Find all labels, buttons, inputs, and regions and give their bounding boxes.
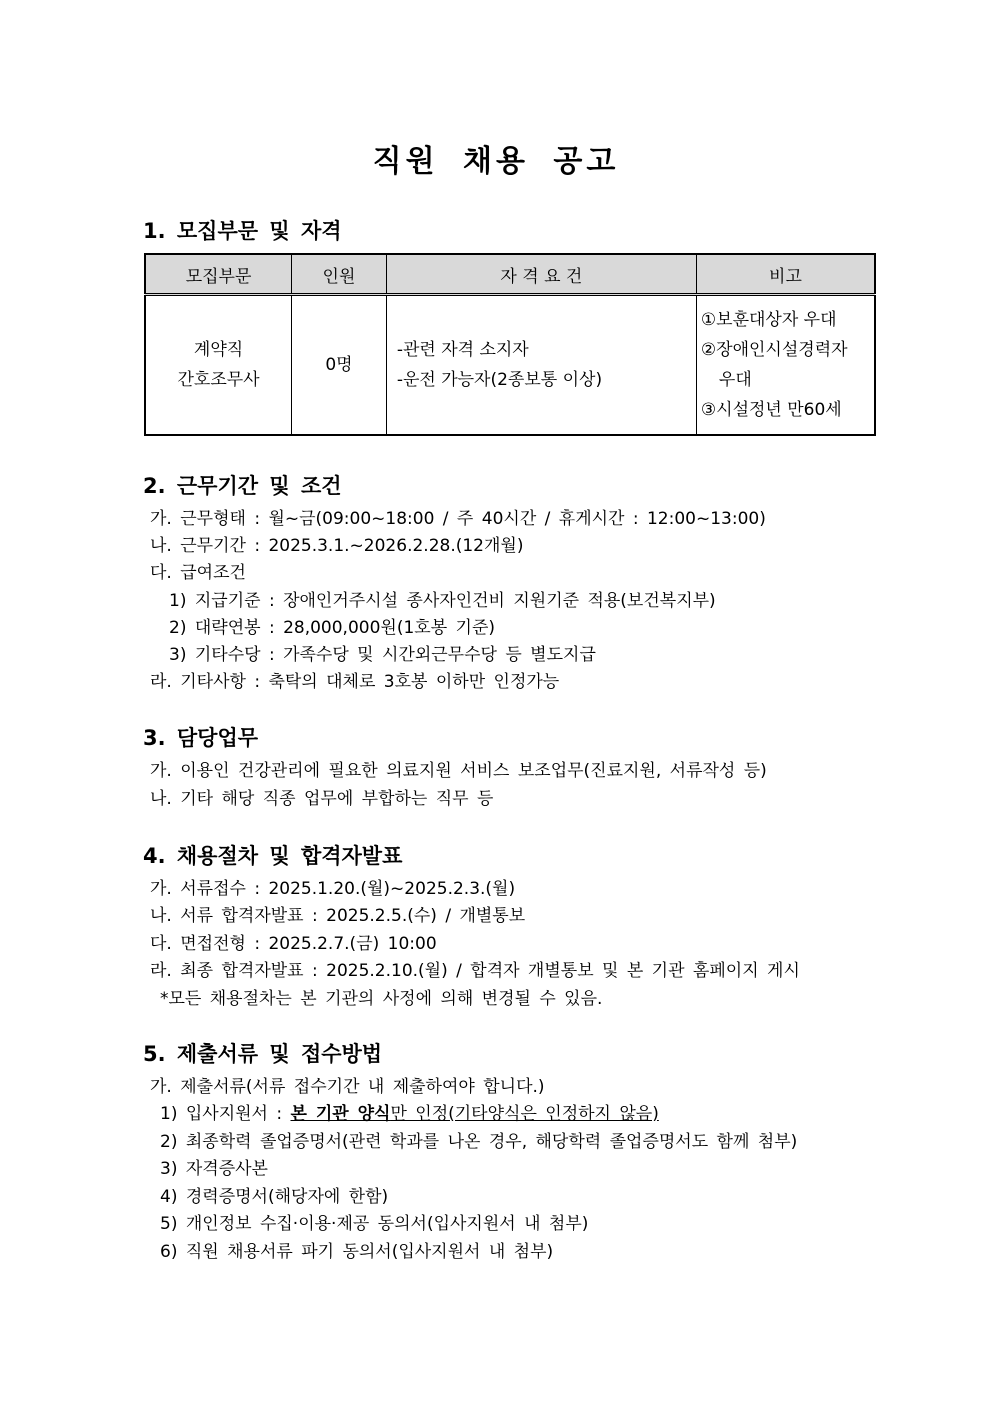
document-item-1-bold: 본 기관 양식 — [290, 1104, 391, 1124]
document-item-1 — [160, 1099, 659, 1124]
document-item-2: 2) 최종학력 졸업증명서(관련 학과를 나온 경우, 해당학력 졸업증명서도 함께 첨부) — [160, 1132, 798, 1152]
cell-count: 0명 — [292, 295, 387, 436]
requirement-2: -운전 가능자(2종보통 이상) — [396, 370, 603, 390]
header-requirements: 자 격 요 건 — [386, 254, 696, 295]
other-notes: 라. 기타사항 : 축탁의 대체로 3호봉 이하만 인정가능 — [150, 672, 560, 692]
cell-dept — [145, 295, 292, 436]
work-period: 나. 근무기간 : 2025.3.1.~2026.2.28.(12개월) — [150, 536, 524, 556]
documents-intro: 가. 제출서류(서류 접수기간 내 제출하여야 합니다.) — [150, 1077, 545, 1097]
interview: 다. 면접전형 : 2025.2.7.(금) 10:00 — [150, 934, 437, 954]
salary-conditions: 다. 급여조건 — [150, 563, 246, 583]
cell-requirements — [386, 295, 696, 436]
procedure-note: *모든 채용절차는 본 기관의 사정에 의해 변경될 수 있음. — [160, 989, 603, 1009]
cell-note — [696, 295, 875, 436]
final-result: 라. 최종 합격자발표 : 2025.2.10.(월) / 합격자 개별통보 및 본 기관 홈페이지 게시 — [150, 961, 800, 981]
section-3-heading: 3. 담당업무 — [143, 726, 259, 750]
section-2-heading: 2. 근무기간 및 조건 — [143, 474, 342, 498]
document-result: 나. 서류 합격자발표 : 2025.2.5.(수) / 개별통보 — [150, 906, 526, 926]
dept-line-2: 간호조무사 — [177, 370, 260, 390]
section-4-heading: 4. 채용절차 및 합격자발표 — [143, 844, 403, 868]
note-1: ①보훈대상자 우대 — [700, 310, 837, 330]
document-item-1-suffix: 만 인정(기타양식은 인정하지 않음) — [390, 1104, 659, 1124]
document-item-5: 5) 개인정보 수집·이용·제공 동의서(입사지원서 내 첨부) — [160, 1214, 589, 1234]
dept-line-1: 계약직 — [193, 340, 244, 360]
section-1-heading: 1. 모집부문 및 자격 — [143, 219, 342, 243]
document-item-3: 3) 자격증사본 — [160, 1159, 268, 1179]
requirement-1: -관련 자격 소지자 — [396, 340, 529, 360]
header-dept: 모집부문 — [145, 254, 292, 295]
note-2b: 우대 — [718, 370, 752, 390]
section-5-heading: 5. 제출서류 및 접수방법 — [143, 1042, 383, 1066]
table-header-row — [145, 254, 875, 295]
note-2a: ②장애인시설경력자 — [700, 340, 848, 360]
note-3: ③시설정년 만60세 — [700, 400, 842, 420]
duty-1: 가. 이용인 건강관리에 필요한 의료지원 서비스 보조업무(진료지원, 서류작성 등) — [150, 761, 767, 781]
document-item-6: 6) 직원 채용서류 파기 동의서(입사지원서 내 첨부) — [160, 1242, 554, 1262]
annual-salary: 2) 대략연봉 : 28,000,000원(1호봉 기준) — [169, 618, 496, 638]
table-row — [145, 295, 875, 436]
page-title: 직원 채용 공고 — [372, 144, 620, 179]
document-submission: 가. 서류접수 : 2025.1.20.(월)~2025.2.3.(월) — [150, 879, 516, 899]
recruitment-table — [144, 253, 876, 436]
header-note: 비고 — [696, 254, 875, 295]
other-allowances: 3) 기타수당 : 가족수당 및 시간외근무수당 등 별도지급 — [169, 645, 596, 665]
pay-standard: 1) 지급기준 : 장애인거주시설 종사자인건비 지원기준 적용(보건복지부) — [169, 591, 716, 611]
header-count: 인원 — [292, 254, 387, 295]
document-item-4: 4) 경력증명서(해당자에 한함) — [160, 1187, 389, 1207]
document-item-1-prefix: 1) 입사지원서 : — [160, 1104, 291, 1124]
duty-2: 나. 기타 해당 직종 업무에 부합하는 직무 등 — [150, 789, 494, 809]
work-type: 가. 근무형태 : 월~금(09:00~18:00 / 주 40시간 / 휴게시간 : 12:00~13:00) — [150, 509, 766, 529]
